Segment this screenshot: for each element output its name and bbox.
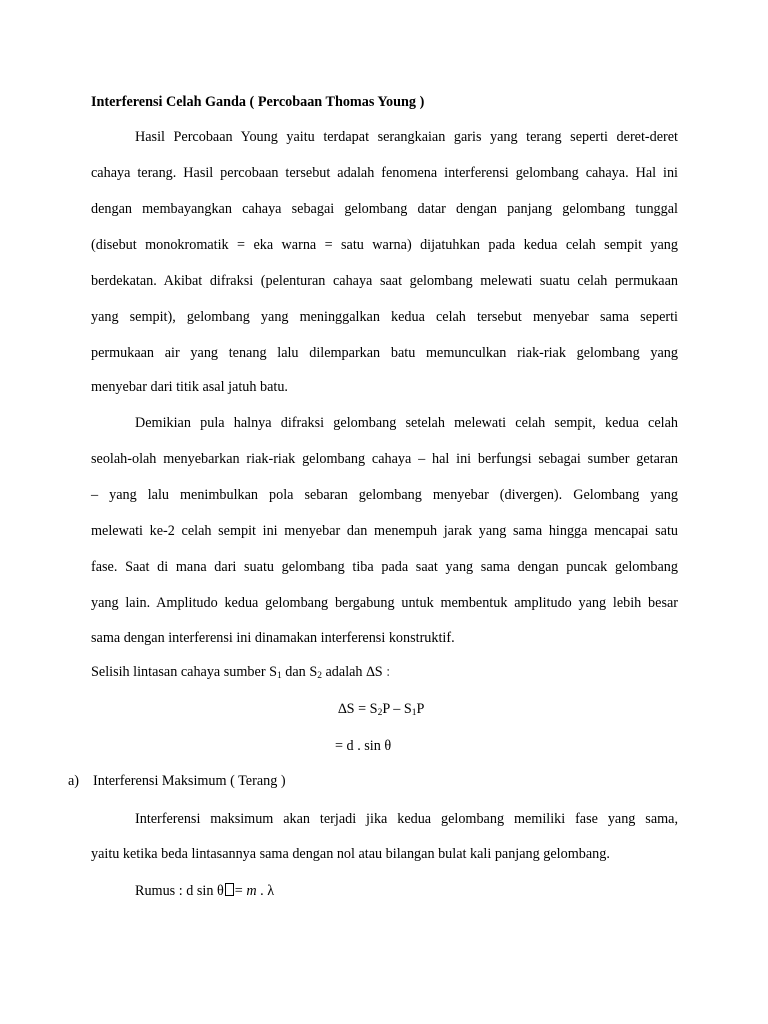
path-difference-line: Selisih lintasan cahaya sumber $S_1$ dan $S_2$ adalah ∆S : bbox=[91, 664, 391, 681]
subsection-heading: Interferensi Maksimum ( Terang ) bbox=[93, 773, 286, 789]
section-title: Interferensi Celah Ganda ( Percobaan Thomas Young ) bbox=[91, 94, 425, 110]
paragraph-line: menyebar dari titik asal jatuh batu. bbox=[91, 379, 288, 395]
paragraph-line: seolah-olah menyebarkan riak-riak gelombang cahaya – hal ini berfungsi sebagai sumber getaran bbox=[91, 451, 678, 467]
paragraph-line: sama dengan interferensi ini dinamakan interferensi konstruktif. bbox=[91, 630, 455, 646]
paragraph-line: – yang lalu menimbulkan pola sebaran gelombang menyebar (divergen). Gelombang yang bbox=[91, 487, 678, 503]
paragraph-line: Interferensi maksimum akan terjadi jika kedua gelombang memiliki fase yang sama, bbox=[135, 811, 678, 827]
paragraph-line: berdekatan. Akibat difraksi (pelenturan cahaya saat gelombang melewati suatu celah permukaan bbox=[91, 273, 678, 289]
paragraph-line: cahaya terang. Hasil percobaan tersebut adalah fenomena interferensi gelombang cahaya. Hal ini bbox=[91, 165, 678, 181]
paragraph-line: fase. Saat di mana dari suatu gelombang tiba pada saat yang sama dengan puncak gelombang bbox=[91, 559, 678, 575]
paragraph-line: yang sempit), gelombang yang meninggalkan kedua celah tersebut menyebar sama seperti bbox=[91, 309, 678, 325]
equation-d-sin-theta: = d . sin θ bbox=[335, 738, 392, 754]
paragraph-line: permukaan air yang tenang lalu dilemparkan batu memunculkan riak-riak gelombang yang bbox=[91, 345, 678, 361]
paragraph-line: yang lain. Amplitudo kedua gelombang bergabung untuk membentuk amplitudo yang lebih besar bbox=[91, 595, 678, 611]
paragraph-line: yaitu ketika beda lintasannya sama dengan nol atau bilangan bulat kali panjang gelombang. bbox=[91, 846, 610, 862]
list-marker: a) bbox=[68, 773, 80, 789]
formula-line: Rumus : d sin θ = m . λ bbox=[135, 883, 275, 899]
paragraph-line: (disebut monokromatik = eka warna = satu warna) dijatuhkan pada kedua celah sempit yang bbox=[91, 237, 678, 253]
paragraph-line: Hasil Percobaan Young yaitu terdapat serangkaian garis yang terang seperti deret-deret bbox=[135, 129, 678, 145]
paragraph-line: Demikian pula halnya difraksi gelombang setelah melewati celah sempit, kedua celah bbox=[135, 415, 678, 431]
paragraph-line: melewati ke-2 celah sempit ini menyebar dan menempuh jarak yang sama hingga mencapai satu bbox=[91, 523, 678, 539]
missing-glyph-box bbox=[225, 883, 234, 896]
equation-path-difference: $\Delta S = S_2P - S_1P$ bbox=[338, 701, 425, 718]
paragraph-line: dengan membayangkan cahaya sebagai gelombang datar dengan panjang gelombang tunggal bbox=[91, 201, 678, 217]
